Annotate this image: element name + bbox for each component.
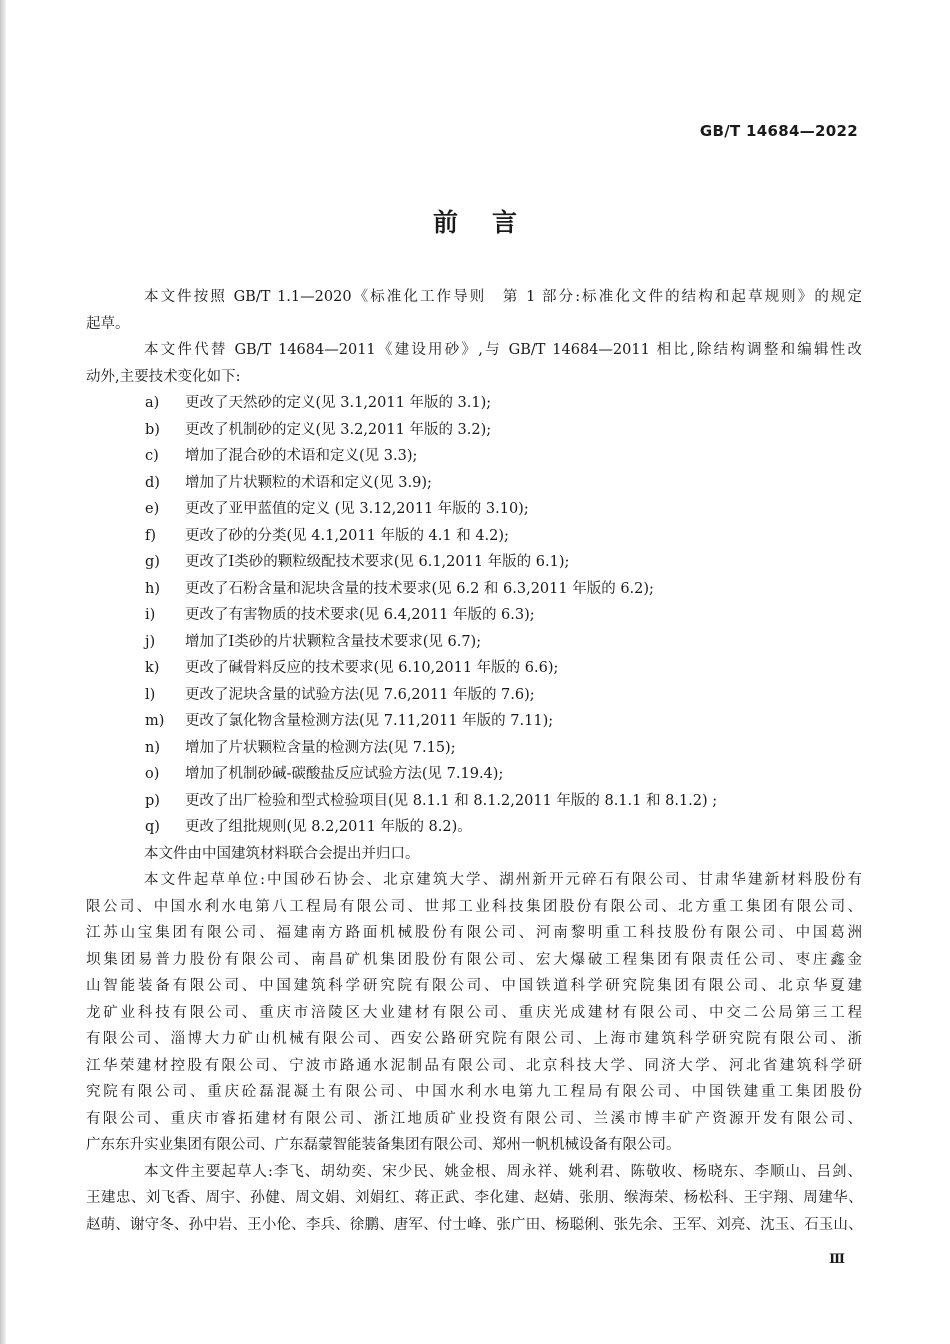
list-item — [115, 549, 862, 576]
list-item-label: q) — [145, 819, 160, 835]
list-item-label: k) — [145, 660, 160, 676]
list-item-text: 增加了Ⅰ类砂的片状颗粒含量技术要求(见 6.7); — [185, 633, 482, 650]
list-item — [115, 788, 862, 815]
list-item — [115, 655, 862, 682]
text-line: 广东东升实业集团有限公司、广东磊蒙智能装备集团有限公司、郑州一帆机械设备有限公司。 — [86, 1137, 681, 1153]
list-item — [115, 496, 862, 523]
list-item-label: n) — [145, 739, 160, 756]
list-item — [115, 417, 862, 444]
document-number: GB/T 14684—2022 — [699, 122, 858, 140]
list-item — [115, 682, 862, 709]
list-item — [115, 523, 862, 550]
list-item-text: 更改了机制砂的定义(见 3.2,2011 年版的 3.2); — [185, 421, 492, 438]
scan-edge-shadow — [0, 0, 6, 1344]
page-number: Ⅲ — [829, 1252, 845, 1267]
list-item-label: h) — [145, 580, 160, 597]
list-item-text: 更改了组批规则(见 8.2,2011 年版的 8.2)。 — [185, 819, 472, 835]
text-line: 究院有限公司、重庆砼磊混凝土有限公司、中国水利水电第九工程局有限公司、中国铁建重工集团股份 — [86, 1084, 862, 1100]
text-line: 龙矿业科技有限公司、重庆市涪陵区大业建材有限公司、重庆光成建材有限公司、中交二公局第三工程 — [86, 1004, 862, 1021]
list-item — [115, 602, 862, 629]
intro-paragraph-1 — [86, 284, 862, 337]
proposer-paragraph: 本文件由中国建筑材料联合会提出并归口。 — [144, 845, 420, 862]
text-line: 限公司、中国水利水电第八工程局有限公司、世邦工业科技集团股份有限公司、北方重工集团有限公司、 — [86, 898, 862, 915]
list-item — [115, 470, 862, 497]
list-item-label: e) — [145, 501, 160, 517]
text-line: 坝集团易普力股份有限公司、南昌矿机集团股份有限公司、宏大爆破工程集团有限责任公司、枣庄鑫金 — [86, 951, 862, 968]
list-item-label: c) — [145, 448, 159, 464]
list-item-text: 更改了石粉含量和泥块含量的技术要求(见 6.2 和 6.3,2011 年版的 6.2); — [185, 580, 654, 597]
text-line: 本文件主要起草人:李飞、胡幼奕、宋少民、姚金根、周永祥、姚利君、陈敬收、杨晓东、李顺山、吕剑、 — [144, 1163, 862, 1180]
text-line: 江华荣建材控股有限公司、宁波市路通水泥制品有限公司、北京科技大学、同济大学、河北省建筑科学研 — [86, 1057, 862, 1074]
list-item-label: p) — [145, 792, 160, 809]
list-item-text: 更改了氯化物含量检测方法(见 7.11,2011 年版的 7.11); — [185, 713, 554, 729]
list-item — [115, 735, 862, 762]
text-line: 动外,主要技术变化如下: — [86, 368, 241, 385]
text-line: 起草。 — [86, 315, 130, 332]
list-item-label: i) — [145, 607, 156, 623]
list-item-label: a) — [145, 395, 160, 411]
text-line: 赵萌、谢守冬、孙中岩、王小伦、李兵、徐鹏、唐军、付士峰、张广田、杨聪俐、张先余、王军、刘亮、沈玉、石玉山、 — [86, 1216, 862, 1233]
list-item-label: d) — [145, 474, 160, 491]
text-line: 王建忠、刘飞香、周宇、孙健、周文娟、刘娟红、蒋正武、李化建、赵婧、张朋、缑海荣、杨松科、王宇翔、周建华、 — [86, 1190, 862, 1206]
changes-list — [115, 390, 862, 841]
list-item-text: 增加了机制砂碱-碳酸盐反应试验方法(见 7.19.4); — [185, 766, 504, 782]
list-item — [115, 443, 862, 470]
page-title: 前言 — [432, 208, 551, 237]
list-item-label: f) — [145, 527, 157, 544]
list-item-text: 更改了出厂检验和型式检验项目(见 8.1.1 和 8.1.2,2011 年版的 8.1.1 和 8.1.2) ; — [185, 792, 718, 809]
text-line: 有限公司、淄博大力矿山机械有限公司、西安公路研究院有限公司、上海市建筑科学研究院有限公司、浙 — [86, 1031, 862, 1047]
list-item-label: m) — [145, 713, 165, 729]
list-item-text: 更改了有害物质的技术要求(见 6.4,2011 年版的 6.3); — [185, 607, 535, 623]
list-item-text: 更改了碱骨料反应的技术要求(见 6.10,2011 年版的 6.6); — [185, 660, 559, 676]
list-item — [115, 761, 862, 788]
text-line: 有限公司、重庆市睿拓建材有限公司、浙江地质矿业投资有限公司、兰溪市博丰矿产资源开发有限公司、 — [86, 1110, 862, 1127]
text-line: 江苏山宝集团有限公司、福建南方路面机械股份有限公司、河南黎明重工科技股份有限公司、中国葛洲 — [86, 925, 862, 941]
drafters-paragraph — [86, 1159, 862, 1239]
list-item-text: 增加了片状颗粒含量的检测方法(见 7.15); — [185, 739, 456, 756]
text-line: 本文件按照 GB/T 1.1—2020《标准化工作导则 第 1 部分:标准化文件的结构和起草规则》的规定 — [144, 289, 862, 305]
list-item-label: g) — [145, 554, 160, 570]
list-item-text: 更改了砂的分类(见 4.1,2011 年版的 4.1 和 4.2); — [185, 527, 509, 544]
drafting-units-paragraph — [86, 867, 862, 1159]
text-line: 本文件起草单位:中国砂石协会、北京建筑大学、湖州新开元碎石有限公司、甘肃华建新材料股份有 — [144, 872, 862, 888]
list-item-text: 更改了天然砂的定义(见 3.1,2011 年版的 3.1); — [185, 395, 492, 411]
list-item — [115, 390, 862, 417]
list-item-label: l) — [145, 686, 156, 703]
list-item — [115, 814, 862, 841]
text-line: 本文件代替 GB/T 14684—2011《建设用砂》,与 GB/T 14684—2011 相比,除结构调整和编辑性改 — [144, 342, 862, 358]
list-item — [115, 708, 862, 735]
list-item-text: 增加了混合砂的术语和定义(见 3.3); — [185, 448, 418, 464]
list-item — [115, 576, 862, 603]
list-item — [115, 629, 862, 656]
list-item-label: b) — [145, 421, 160, 438]
list-item-label: j) — [145, 633, 156, 650]
list-item-text: 增加了片状颗粒的术语和定义(见 3.9); — [185, 474, 432, 491]
document-body — [86, 284, 862, 1238]
intro-paragraph-2 — [86, 337, 862, 390]
list-item-text: 更改了泥块含量的试验方法(见 7.6,2011 年版的 7.6); — [185, 686, 535, 703]
text-line: 山智能装备有限公司、中国建筑科学研究院有限公司、中国铁道科学研究院集团有限公司、北京华夏建 — [86, 978, 862, 994]
list-item-text: 更改了Ⅰ类砂的颗粒级配技术要求(见 6.1,2011 年版的 6.1); — [185, 554, 570, 570]
list-item-text: 更改了亚甲蓝值的定义 (见 3.12,2011 年版的 3.10); — [185, 501, 529, 517]
list-item-label: o) — [145, 766, 160, 782]
